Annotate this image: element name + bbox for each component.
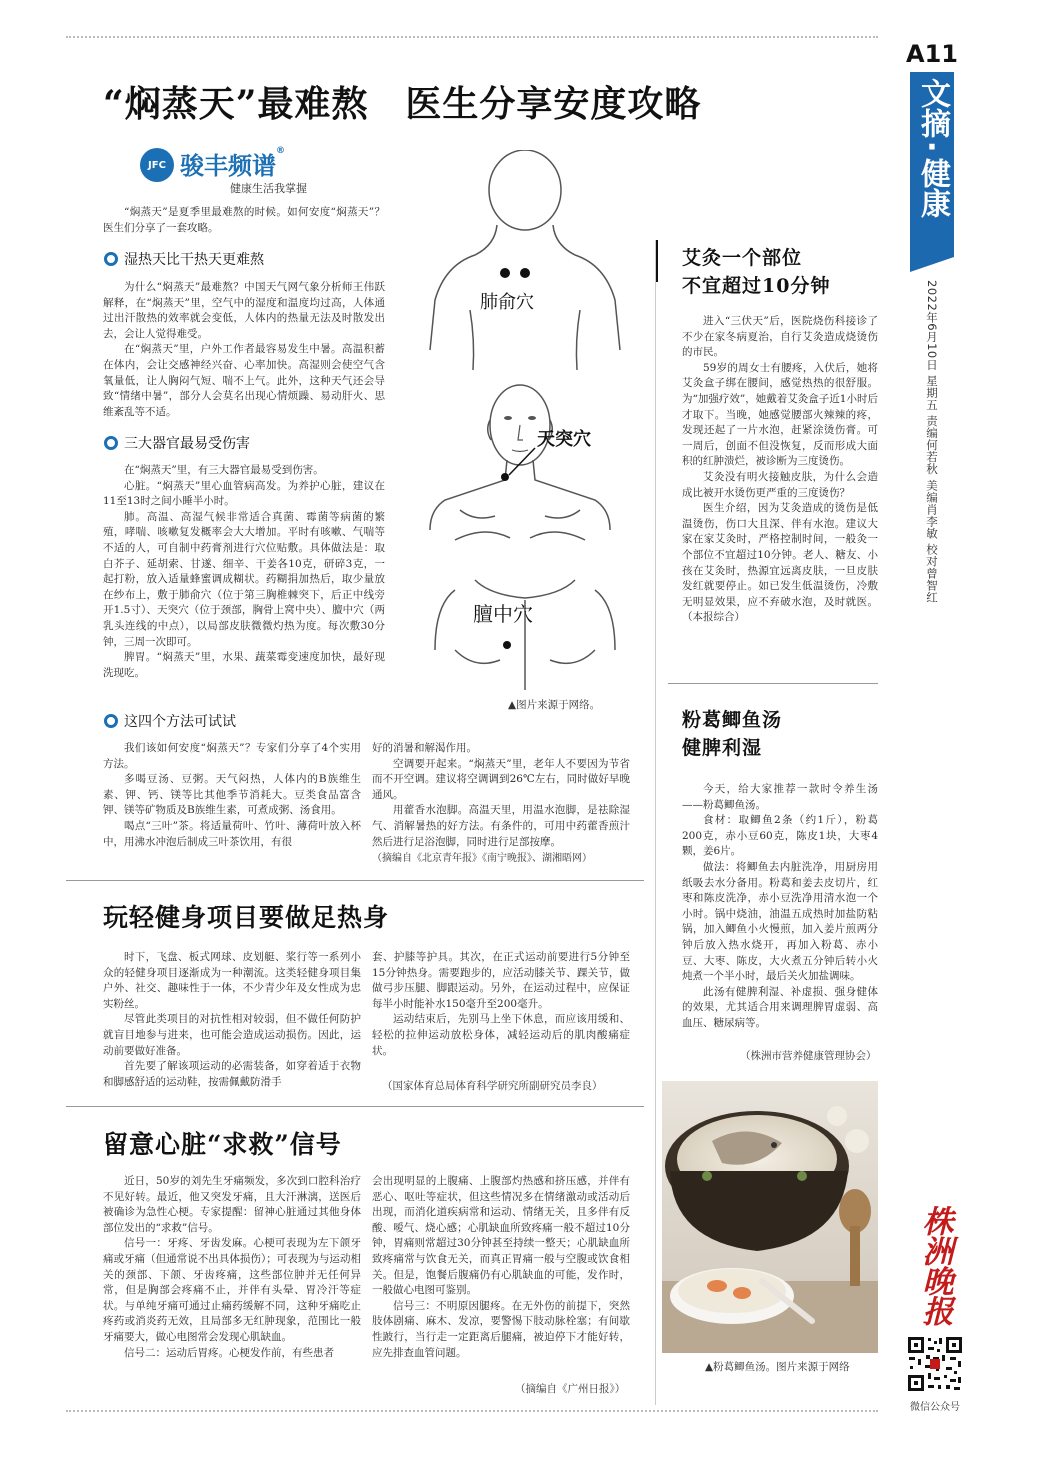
article3-title: [682, 706, 782, 762]
article1-source: （摘编自《北京青年报》《南宁晚报》、湖湘晤网）: [372, 853, 592, 865]
paragraph: 空调要开起来。“焖蒸天”里，老年人不要因为节省而不开空调。建议将空调调到26℃左右，同时做好早晚通风。: [372, 757, 630, 801]
paragraph: 会出现明显的上腹痛、上腹部灼热感和挤压感，并伴有恶心、呕吐等症状，但这些情况多在情绪激动或活动后出现，而消化道疾病常和运动、情绪无关，且多伴有反酸、嗳气、烧心感；心肌缺血所致疼痛一般不超过10分钟，胃痛则常超过30分钟甚至持续一整天；心肌缺血所致疼痛常与饮食无关，而真正胃痛一般与空腹或饮食相关。但是，饱餐后腹痛仍有心肌缺血的可能，发作时，一般做心电图可鉴别。: [372, 1175, 630, 1297]
paragraph: 肺。高温、高湿气候非常适合真菌、霉菌等病菌的繁殖，哮喘、咳嗽复发概率会大大增加。平时有咳嗽、气喘等不适的人，可自制中药膏剂进行穴位贴敷。具体做法是：取白芥子、延胡索、甘遂、细辛、干姜各10克，研碎3克，一起打粉，放入适量蜂蜜调成糊状。药糊捐加热后，取少量放在纱布上，敷于肺俞穴（位于第三胸椎棘突下，后正中线旁开1.5寸）、天突穴（位于颈部，胸骨上窝中央）、膻中穴（两乳头连线的中点），以局部皮肤微微灼热为度。每次敷30分钟，三周一次即可。: [103, 510, 385, 648]
article1-subhead-2: [104, 433, 250, 453]
feishu-point-left: [500, 268, 510, 278]
article5-col1: [103, 1174, 361, 1361]
sponsor-logo-reg: ®: [276, 146, 285, 156]
article3-title-line2: 健脾利湿: [682, 737, 763, 759]
divider: [66, 1106, 644, 1107]
edition-meta: 2022年6月10日 星期五 责编何若秋 美编肖李敏 校对曾智红: [925, 280, 939, 604]
danzhong-point: [503, 641, 511, 649]
article4-col2: [372, 950, 630, 1059]
acupoint-label-danzhong: 膻中穴: [473, 602, 533, 626]
paragraph: 今天，给大家推荐一款时令养生汤——粉葛鲫鱼汤。: [682, 783, 878, 811]
article4-source: （国家体育总局体育科学研究所副研究员李良）: [382, 1080, 603, 1092]
paragraph: 时下，飞盘、板式网球、皮划艇、桨行等一系列小众的轻健身项目逐渐成为一种潮流。这类轻健身项目集户外、社交、趣味性于一体，不少青少年及女性成为忠实粉丝。: [103, 951, 361, 1010]
paragraph: 信号三：不明原因腿疼。在无外伤的前提下，突然肢体剧痛、麻木、发凉，要警惕下肢动脉栓塞；有间歇性跛行，当行走一定距离后腿痛，被迫停下才能好转，应先排查血管问题。: [372, 1299, 630, 1359]
brand-logo: [910, 1205, 960, 1325]
article3-title-line1: 粉葛鲫鱼汤: [682, 709, 783, 731]
paragraph: 食材：取鲫鱼2条（约1斤），粉葛200克，赤小豆60克，陈皮1块，大枣4颗，姜6片。: [682, 814, 878, 858]
subhead-3-text: 这四个方法可试试: [124, 714, 236, 730]
paragraph: 医生介绍，因为艾灸造成的烫伤是低温烫伤，伤口大且深、伴有水泡。建议大家在家艾灸时，严格控制时间，一般灸一个部位不宜超过10分钟。老人、糖友、小孩在艾灸时，热源宜远离皮肤，一旦皮肤发红就要停止。如已发生低温烫伤，冷敷无明显效果，应不弃破水泡，及时就医。（本报综合）: [682, 502, 878, 624]
article2-title-line1: 艾灸一个部位: [682, 247, 803, 269]
section-title-1: 文摘: [915, 78, 950, 138]
article1-section-3-col2: [372, 741, 630, 867]
paragraph: 运动结束后，先别马上坐下休息，而应该用缓和、轻松的拉伸运动放松身体，减轻运动后的肌肉酸痛症状。: [372, 1013, 630, 1057]
article4-col1: [103, 950, 361, 1090]
qr-code-icon: [906, 1335, 964, 1393]
sponsor-logo-mark: JFC: [140, 148, 174, 182]
article1-intro: [103, 205, 385, 236]
paragraph: 用藿香水泡脚。高温天里，用温水泡脚，是祛除湿气、消解暑热的好方法。有条件的，可用中药藿香煎汁然后进行足浴泡脚，同时进行足部按摩。: [372, 804, 630, 848]
paragraph: 尽管此类项目的对抗性相对较弱，但不做任何防护就盲目地参与进来，也可能会造成运动损伤。因此，运动前要做好准备。: [103, 1013, 361, 1057]
article1-intro-text: “焖蒸天”是夏季里最难熬的时候。如何安度“焖蒸天”？医生们分享了一套攻略。: [103, 206, 385, 234]
article3-source: （株洲市营养健康管理协会）: [740, 1050, 877, 1062]
paragraph: 信号一：牙疼、牙齿发麻。心梗可表现为左下颌牙痛或牙痛（但通常说不出具体损伤）；可表现为与运动相关的颈部、下颌、牙齿疼痛，这些部位肿并无任何异常，但是胸部会疼痛不止，并伴有头晕、胃冷汗等症状。与单纯牙痛可通过止痛药缓解不同，这种牙痛吃止疼药或消炎药无效，且局部多无红肿现象，范围比一般牙痛要大，做心电图常会发现心肌缺血。: [103, 1237, 361, 1343]
top-border: [66, 36, 878, 38]
article4-title: 玩轻健身项目要做足热身: [103, 903, 390, 932]
paragraph: 套、护膝等护具。其次，在正式运动前要进行5分钟至15分钟热身。需要跑步的，应活动膝关节、踝关节，做做弓步压腿、脚跟运动。另外，在运动过程中，应保证每半小时能补水150毫升至200毫升。: [372, 951, 630, 1010]
column-divider: [655, 240, 656, 1405]
divider: [66, 880, 644, 881]
article5-title: 留意心脏“求救”信号: [103, 1130, 342, 1159]
bullet-circle-icon: [104, 252, 118, 266]
article1-subhead-3: [104, 711, 236, 731]
sponsor-logo: [140, 146, 340, 194]
article1-section-3-col1: [103, 741, 361, 850]
article1-subhead-1: [104, 249, 264, 269]
paragraph: 59岁的周女士有腰疼，入伏后，她将艾灸盒子绑在腰间，感觉热热的很舒服。为“加强疗效”，她戴着艾灸盒子近1小时后才取下。当晚，她感觉腰部火辣辣的疼，发现还起了一片水泡，赶紧涂烫伤膏。可一周后，创面不但没恢复，反而形成大面积的红肿溃烂，被诊断为三度烫伤。: [682, 361, 878, 468]
fish-soup-photo: [662, 1081, 878, 1353]
image-caption: ▲图片来源于网络。: [508, 699, 601, 711]
article2-title-line2: 不宜超过10分钟: [682, 275, 831, 297]
article2-title: [682, 244, 830, 300]
subhead-2-text: 三大器官最易受伤害: [124, 436, 250, 452]
acupoint-label-feishu: 肺俞穴: [480, 292, 534, 313]
article3-body: [682, 782, 878, 1032]
section-dot: ·: [926, 130, 938, 165]
paragraph: 近日，50岁的刘先生牙痛频发，多次到口腔科治疗不见好转。最近，他又突发牙痛，且大汗淋漓，送医后被确诊为急性心梗。专家提醒：留神心脏通过其他身体部位发出的“求救”信号。: [103, 1175, 361, 1234]
fish-soup-photo-icon: [662, 1081, 878, 1353]
subhead-1-text: 湿热天比干热天更难熬: [124, 252, 264, 268]
article5-source: （摘编自《广州日报》）: [515, 1383, 626, 1395]
paragraph: 喝点“三叶”茶。将适量荷叶、竹叶、薄荷叶放入杯中，用沸水冲泡后制成三叶茶饮用，有很: [103, 819, 361, 848]
paragraph: 在“焖蒸天”里，户外工作者最容易发生中暑。高温积蓄在体内，会让交感神经兴奋、心率加快。高湿则会使空气含氧量低，让人胸闷气短、喘不上气。此外，这种天气还会导致“情绪中暑”，部分人会莫名出现心情烦躁、易动肝火、思维紊乱等不适。: [103, 343, 385, 418]
section-title-2: 健康: [915, 158, 950, 218]
paragraph: 信号二：运动后胃疼。心梗发作前，有些患者: [124, 1346, 334, 1359]
acupoint-label-tiantu: 天突穴: [537, 429, 591, 450]
section-banner: [910, 72, 954, 272]
paragraph: 此汤有健脾利湿、补虚损、强身健体的效果，尤其适合用来调理脾胃虚弱、高血压、糖尿病等。: [682, 985, 878, 1029]
article1-section-1: [103, 280, 385, 420]
article5-col2: [372, 1174, 630, 1361]
paragraph: 艾灸没有明火接触皮肤，为什么会造成比被开水烫伤更严重的三度烫伤？: [682, 470, 878, 499]
brand-name: 株洲晚报: [916, 1205, 953, 1325]
qr-code: [906, 1335, 964, 1393]
paragraph: 多喝豆汤、豆粥。天气闷热，人体内的B族维生素、钾、钙、镁等比其他季节消耗大。豆类食品富含钾、镁等矿物质及B族维生素，可煮成粥、汤食用。: [103, 773, 361, 817]
paragraph: 首先要了解该项运动的必需装备，如穿着适于衣物和脚感舒适的运动鞋，按需佩戴防滑手: [103, 1060, 361, 1088]
paragraph: 做法：将鲫鱼去内脏洗净，用厨房用纸吸去水分备用。粉葛和姜去皮切片，红枣和陈皮洗净，赤小豆洗净用清水泡一个小时。锅中烧油，油温五成热时加盐防粘锅，加入鲫鱼小火慢煎，加入姜片煎两分钟后放入热水烧开，再加入粉葛、赤小豆、大枣、陈皮，大火煮五分钟后转小火炖煮一个半小时，最后关火加盐调味。: [682, 860, 878, 983]
sponsor-slogan: 健康生活我掌握: [230, 182, 307, 195]
bottom-border: [66, 1410, 878, 1412]
article1-section-2: [103, 463, 385, 681]
article2-body: [682, 314, 878, 626]
page-number: A11: [906, 40, 958, 68]
divider: [668, 683, 878, 684]
acupoint-illustration: [415, 150, 640, 705]
paragraph: 在“焖蒸天”里，有三大器官最易受到伤害。: [124, 464, 324, 476]
paragraph: 我们该如何安度“焖蒸天”？专家们分享了4个实用方法。: [103, 742, 361, 770]
paragraph: 好的消暑和解渴作用。: [372, 742, 477, 754]
sponsor-logo-name: 骏丰频谱: [180, 152, 276, 180]
paragraph: 脾胃。“焖蒸天”里，水果、蔬菜霉变速度加快，最好现洗现吃。: [103, 651, 385, 679]
article1-title: “焖蒸天”最难熬 医生分享安度攻略: [103, 83, 702, 125]
bullet-circle-icon: [104, 714, 118, 728]
paragraph: 进入“三伏天”后，医院烧伤科接诊了不少在家冬病夏治，自行艾灸造成烧烫伤的市民。: [682, 315, 878, 359]
qr-caption: 微信公众号: [910, 1402, 960, 1413]
feishu-point-right: [520, 268, 530, 278]
paragraph: 为什么“焖蒸天”最难熬？中国天气网气象分析师王伟跃解释，在“焖蒸天”里，空气中的湿度和温度均过高，人体通过出汗散热的效率就会变低，人体内的热量无法及时散发出去，会让人觉得难受。: [103, 281, 385, 340]
tiantu-point: [501, 473, 509, 481]
bullet-circle-icon: [104, 436, 118, 450]
paragraph: 心脏。“焖蒸天”里心血管病高发。为养护心脏，建议在11至13时之间小睡半小时。: [103, 479, 385, 508]
photo-caption: ▲粉葛鲫鱼汤。图片来源于网络: [705, 1361, 850, 1373]
